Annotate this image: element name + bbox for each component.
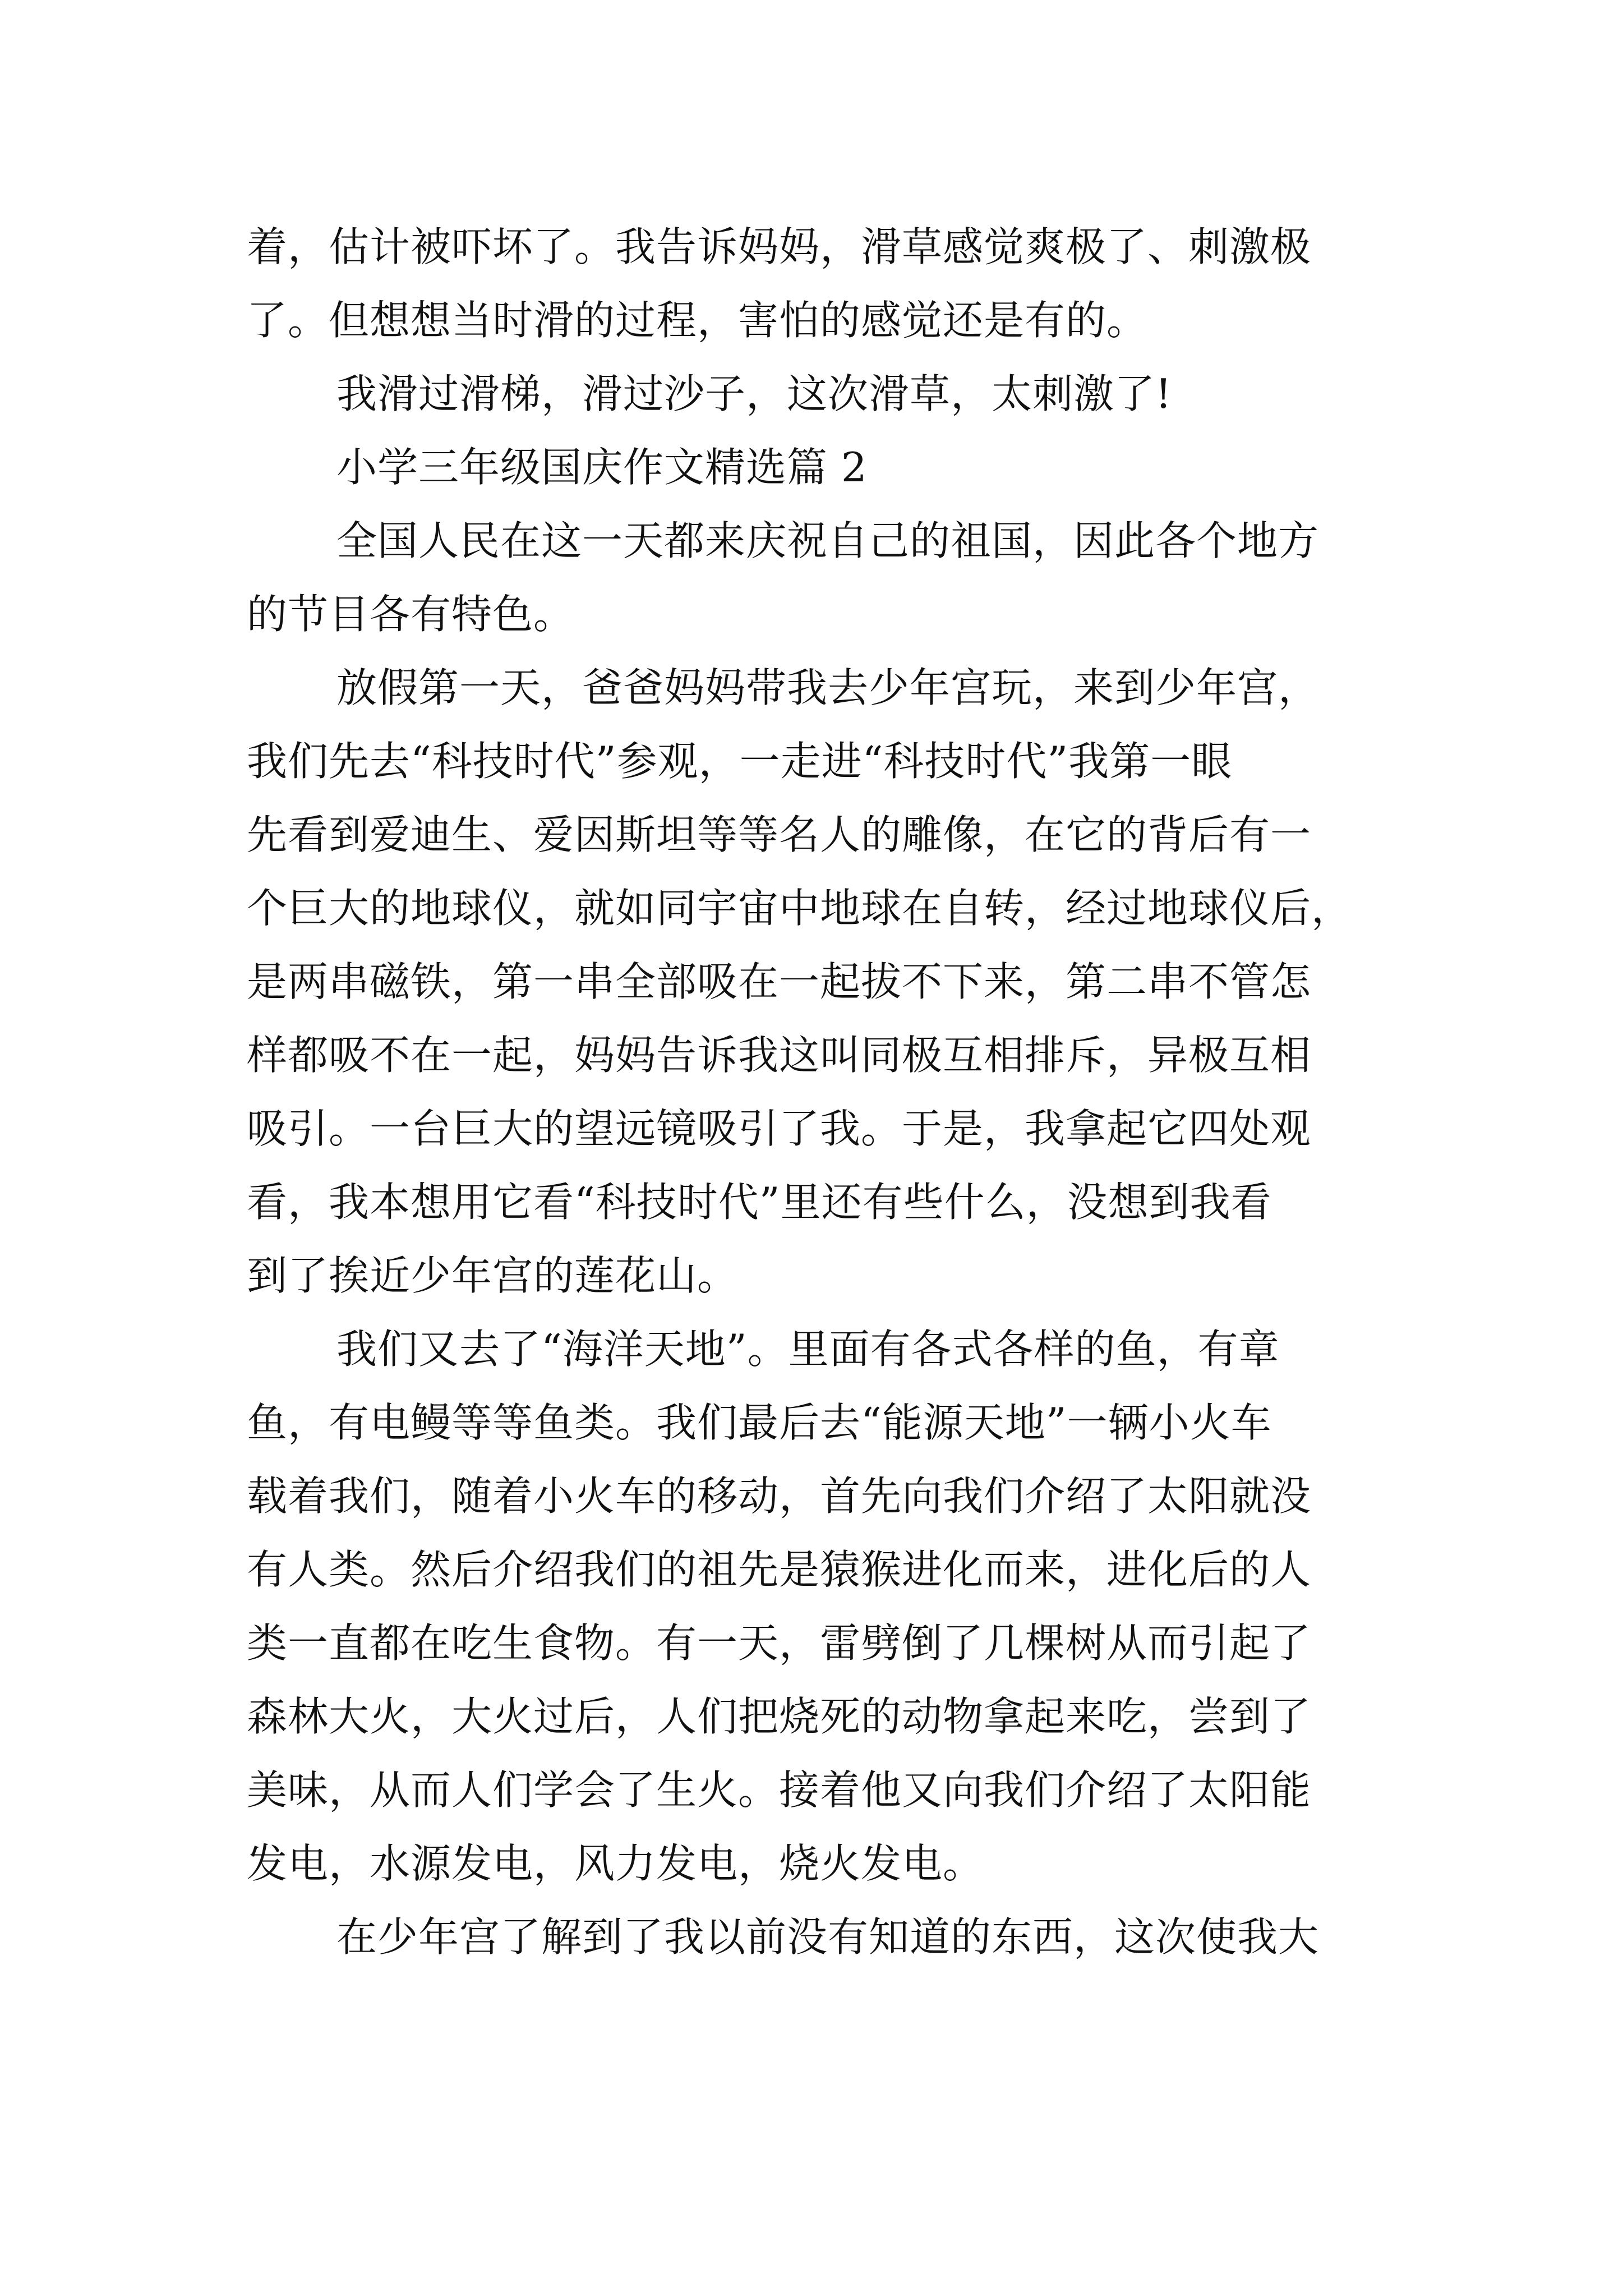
text-line: 是两串磁铁，第一串全部吸在一起拔不下来，第二串不管怎 [247,958,1312,1005]
text-line: 我们先去“科技时代”参观，一走进“科技时代”我第一眼 [247,738,1233,785]
text-line: 个巨大的地球仪，就如同宇宙中地球在自转，经过地球仪后， [247,885,1353,932]
text-line: 的节目各有特色。 [247,591,575,638]
text-line: 发电，水源发电，风力发电，烧火发电。 [247,1840,984,1887]
text-line: 我们又去了“海洋天地”。里面有各式各样的鱼，有章 [336,1326,1280,1373]
section-heading: 小学三年级国庆作文精选篇 2 [336,444,868,491]
text-line: 森林大火，大火过后，人们把烧死的动物拿起来吃，尝到了 [247,1693,1312,1740]
text-line: 鱼，有电鳗等等鱼类。我们最后去“能源天地”一辆小火车 [247,1399,1272,1446]
text-line: 到了挨近少年宫的莲花山。 [247,1252,739,1299]
article-body [247,210,1380,1974]
text-line: 先看到爱迪生、爱因斯坦等等名人的雕像，在它的背后有一 [247,811,1312,858]
text-line: 放假第一天，爸爸妈妈带我去少年宫玩，来到少年宫， [336,664,1320,711]
text-line: 在少年宫了解到了我以前没有知道的东西，这次使我大 [336,1913,1320,1961]
text-line: 样都吸不在一起，妈妈告诉我这叫同极互相排斥，异极互相 [247,1032,1312,1079]
text-line: 看，我本想用它看“科技时代”里还有些什么，没想到我看 [247,1179,1272,1226]
text-line: 吸引。一台巨大的望远镜吸引了我。于是，我拿起它四处观 [247,1105,1312,1152]
text-line: 有人类。然后介绍我们的祖先是猿猴进化而来，进化后的人 [247,1546,1312,1593]
text-line: 着，估计被吓坏了。我告诉妈妈，滑草感觉爽极了、刺激极 [247,223,1312,270]
text-line: 类一直都在吃生食物。有一天，雷劈倒了几棵树从而引起了 [247,1619,1312,1667]
text-line: 载着我们，随着小火车的移动，首先向我们介绍了太阳就没 [247,1473,1312,1520]
text-line: 美味，从而人们学会了生火。接着他又向我们介绍了太阳能 [247,1766,1312,1814]
text-line: 了。但想想当时滑的过程，害怕的感觉还是有的。 [247,297,1148,344]
text-line: 我滑过滑梯，滑过沙子，这次滑草，太刺激了! [336,370,1172,417]
text-line: 全国人民在这一天都来庆祝自己的祖国，因此各个地方 [336,517,1320,564]
